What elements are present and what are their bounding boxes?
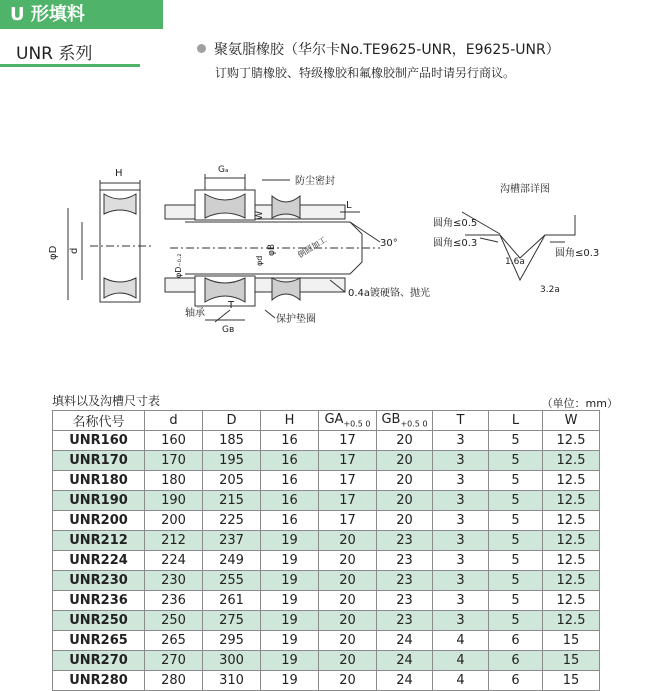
cell-value: 16 — [261, 491, 319, 511]
cell-value: 205 — [203, 471, 261, 491]
cell-value: 5 — [489, 571, 543, 591]
table-row — [53, 631, 600, 651]
cell-value: 4 — [433, 651, 489, 671]
table-body — [53, 431, 600, 691]
cell-value: 5 — [489, 591, 543, 611]
cell-value: 190 — [145, 491, 203, 511]
cell-value: 3 — [433, 471, 489, 491]
cell-value: 24 — [377, 671, 433, 691]
cell-value: 19 — [261, 551, 319, 571]
col-header-l: L — [489, 411, 543, 431]
cell-value: 250 — [145, 611, 203, 631]
cell-value: 3 — [433, 611, 489, 631]
table-row — [53, 471, 600, 491]
cell-value: 12.5 — [543, 471, 600, 491]
cell-value: 280 — [145, 671, 203, 691]
cell-value: 20 — [319, 591, 377, 611]
cell-value: 23 — [377, 591, 433, 611]
cell-value: 19 — [261, 611, 319, 631]
cell-value: 23 — [377, 571, 433, 591]
cell-code: UNR230 — [53, 571, 145, 591]
cell-value: 19 — [261, 571, 319, 591]
label-finish: 0.4a镀硬铬、抛光 — [348, 288, 431, 299]
label-phid: φD — [48, 245, 59, 260]
cell-value: 23 — [377, 551, 433, 571]
cell-value: 20 — [377, 431, 433, 451]
cell-value: 225 — [203, 511, 261, 531]
cell-code: UNR265 — [53, 631, 145, 651]
cell-value: 5 — [489, 451, 543, 471]
label-backup-ring: 保护垫圈 — [276, 314, 316, 325]
cell-value: 185 — [203, 431, 261, 451]
cell-value: 5 — [489, 511, 543, 531]
cell-value: 12.5 — [543, 451, 600, 471]
cell-code: UNR224 — [53, 551, 145, 571]
cell-value: 6 — [489, 671, 543, 691]
col-header-h: H — [261, 411, 319, 431]
label-gb: Gв — [222, 325, 235, 335]
label-phib: φB — [267, 243, 277, 256]
cell-value: 20 — [377, 451, 433, 471]
cell-value: 17 — [319, 511, 377, 531]
cell-code: UNR270 — [53, 651, 145, 671]
cell-value: 17 — [319, 431, 377, 451]
seal-drawing — [0, 150, 650, 350]
cell-value: 17 — [319, 471, 377, 491]
label-rough-16: 1.6a — [505, 257, 525, 267]
label-groove-detail: 沟槽部详图 — [500, 184, 550, 195]
cell-value: 19 — [261, 531, 319, 551]
cell-value: 212 — [145, 531, 203, 551]
label-phid-bore: φD₋₀.₂ — [174, 253, 183, 278]
label-rough-32: 3.2a — [540, 285, 560, 295]
cell-value: 5 — [489, 611, 543, 631]
cell-value: 5 — [489, 471, 543, 491]
leader-r03a — [480, 238, 498, 242]
table-row — [53, 451, 600, 471]
cell-value: 20 — [319, 531, 377, 551]
label-tilt-cut: 倒圆加工 — [296, 235, 329, 260]
cell-code: UNR250 — [53, 611, 145, 631]
cell-value: 3 — [433, 591, 489, 611]
cell-code: UNR200 — [53, 511, 145, 531]
cell-value: 16 — [261, 451, 319, 471]
cell-value: 23 — [377, 611, 433, 631]
cell-value: 3 — [433, 571, 489, 591]
cell-value: 19 — [261, 591, 319, 611]
cell-value: 20 — [377, 491, 433, 511]
cell-value: 12.5 — [543, 431, 600, 451]
cell-value: 20 — [377, 511, 433, 531]
cell-value: 5 — [489, 551, 543, 571]
label-t: T — [228, 300, 235, 311]
cell-value: 3 — [433, 531, 489, 551]
cell-value: 255 — [203, 571, 261, 591]
label-phid-rod: φd — [255, 255, 264, 266]
bullet-icon — [197, 44, 206, 53]
cell-value: 5 — [489, 531, 543, 551]
cell-value: 3 — [433, 511, 489, 531]
cell-value: 236 — [145, 591, 203, 611]
cell-value: 3 — [433, 451, 489, 471]
cell-value: 160 — [145, 431, 203, 451]
cell-value: 275 — [203, 611, 261, 631]
cell-value: 12.5 — [543, 511, 600, 531]
cell-value: 180 — [145, 471, 203, 491]
series-title: UNR 系列 — [16, 44, 93, 64]
cell-value: 15 — [543, 631, 600, 651]
cell-value: 295 — [203, 631, 261, 651]
col-header-t: T — [433, 411, 489, 431]
cell-value: 16 — [261, 511, 319, 531]
col-header-d: d — [145, 411, 203, 431]
chamfer-line — [350, 222, 380, 242]
cell-code: UNR170 — [53, 451, 145, 471]
material-line — [197, 39, 560, 59]
material-text: 聚氨脂橡胶（华尔卡No.TE9625-UNR，E9625-UNR） — [214, 42, 560, 58]
table-row — [53, 671, 600, 691]
label-l: L — [346, 200, 352, 211]
label-r03b: 圆角≤0.3 — [555, 248, 600, 259]
col-header-code: 名称代号 — [53, 411, 145, 431]
table-row — [53, 431, 600, 451]
table-title: 填料以及沟槽尺寸表 — [52, 394, 161, 408]
col-header-D: D — [203, 411, 261, 431]
cell-value: 19 — [261, 631, 319, 651]
table-row — [53, 511, 600, 531]
cell-value: 215 — [203, 491, 261, 511]
table-unit: （单位：mm） — [541, 397, 618, 410]
cell-code: UNR160 — [53, 431, 145, 451]
table-row — [53, 491, 600, 511]
cell-value: 12.5 — [543, 491, 600, 511]
col-header-gb: $GB_{+0.5 0}$ — [377, 411, 433, 431]
cell-value: 5 — [489, 491, 543, 511]
cell-value: 20 — [319, 571, 377, 591]
order-note: 订购丁腈橡胶、特级橡胶和氟橡胶制产品时请另行商议。 — [215, 66, 516, 80]
cell-code: UNR280 — [53, 671, 145, 691]
label-w: W — [255, 211, 265, 220]
cell-value: 3 — [433, 491, 489, 511]
cell-value: 249 — [203, 551, 261, 571]
cell-value: 16 — [261, 471, 319, 491]
cell-value: 15 — [543, 651, 600, 671]
cell-value: 12.5 — [543, 571, 600, 591]
cell-value: 20 — [319, 551, 377, 571]
packing-lip-bottom — [104, 278, 136, 298]
label-dust-seal: 防尘密封 — [295, 176, 335, 187]
packing-lip-top — [104, 194, 136, 214]
cell-value: 20 — [319, 611, 377, 631]
cell-code: UNR236 — [53, 591, 145, 611]
cell-value: 6 — [489, 631, 543, 651]
cell-value: 3 — [433, 431, 489, 451]
cell-value: 265 — [145, 631, 203, 651]
cell-value: 5 — [489, 431, 543, 451]
label-bearing: 轴承 — [185, 308, 205, 319]
cell-value: 270 — [145, 651, 203, 671]
cell-value: 17 — [319, 451, 377, 471]
cell-value: 19 — [261, 651, 319, 671]
table-header-row — [53, 411, 600, 431]
table-row — [53, 571, 600, 591]
cell-value: 24 — [377, 631, 433, 651]
cell-value: 20 — [319, 631, 377, 651]
series-underline — [0, 64, 140, 67]
cell-value: 23 — [377, 531, 433, 551]
leader-backup — [265, 310, 275, 318]
cell-value: 310 — [203, 671, 261, 691]
cell-value: 4 — [433, 671, 489, 691]
cell-value: 170 — [145, 451, 203, 471]
table-row — [53, 611, 600, 631]
cell-value: 15 — [543, 671, 600, 691]
label-r03a: 圆角≤0.3 — [433, 238, 478, 249]
cell-value: 12.5 — [543, 551, 600, 571]
cell-code: UNR190 — [53, 491, 145, 511]
cell-value: 12.5 — [543, 611, 600, 631]
cell-code: UNR212 — [53, 531, 145, 551]
category-title: U 形填料 — [0, 0, 163, 29]
col-header-ga: $GA_{+0.5 0}$ — [319, 411, 377, 431]
label-h: H — [115, 168, 123, 179]
cell-code: UNR180 — [53, 471, 145, 491]
cell-value: 4 — [433, 631, 489, 651]
cell-value: 237 — [203, 531, 261, 551]
cell-value: 230 — [145, 571, 203, 591]
label-d: d — [69, 247, 80, 254]
cell-value: 16 — [261, 431, 319, 451]
cell-value: 261 — [203, 591, 261, 611]
label-r05: 圆角≤0.5 — [433, 218, 478, 229]
cell-value: 6 — [489, 651, 543, 671]
cell-value: 17 — [319, 491, 377, 511]
cell-value: 3 — [433, 551, 489, 571]
cell-value: 20 — [377, 471, 433, 491]
cell-value: 20 — [319, 651, 377, 671]
cell-value: 12.5 — [543, 591, 600, 611]
dimension-table — [52, 410, 600, 691]
label-angle: 30° — [380, 238, 398, 249]
cell-value: 200 — [145, 511, 203, 531]
cell-value: 300 — [203, 651, 261, 671]
cell-value: 224 — [145, 551, 203, 571]
col-header-w: W — [543, 411, 600, 431]
label-ga: Gₐ — [218, 165, 229, 175]
cell-value: 20 — [319, 671, 377, 691]
cell-value: 12.5 — [543, 531, 600, 551]
cell-value: 19 — [261, 671, 319, 691]
table-row — [53, 591, 600, 611]
table-row — [53, 651, 600, 671]
table-row — [53, 531, 600, 551]
cell-value: 24 — [377, 651, 433, 671]
table-row — [53, 551, 600, 571]
cell-value: 195 — [203, 451, 261, 471]
